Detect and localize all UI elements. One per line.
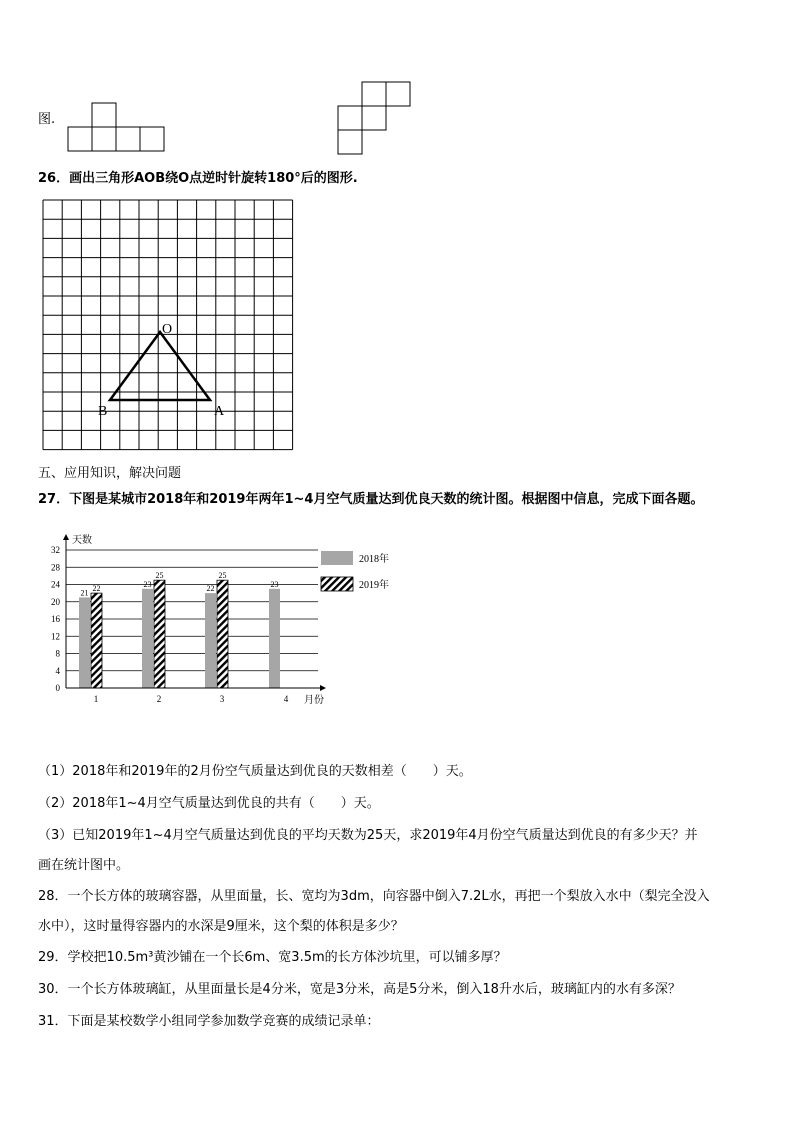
- q26-text: 26．画出三角形AOB绕O点逆时针旋转180°后的图形.: [38, 171, 358, 186]
- net-cell: [92, 127, 116, 151]
- bar-value-label: 25: [155, 571, 164, 581]
- net-cell: [362, 106, 386, 130]
- bar: [269, 589, 280, 688]
- q27-sub1: （1）2018年和2019年的2月份空气质量达到优良的天数相差（ ）天。: [38, 764, 472, 779]
- q28-line1: 28．一个长方体的玻璃容器，从里面量，长、宽均为3dm，向容器中倒入7.2L水，再把一个梨放入水中（梨完全没入: [38, 889, 710, 904]
- net-cell: [116, 127, 140, 151]
- net-cell: [68, 127, 92, 151]
- top-label: 图.: [38, 112, 56, 127]
- x-tick-label: 4: [283, 694, 289, 704]
- bar-value-label: 23: [143, 579, 152, 589]
- bar-value-label: 23: [270, 579, 279, 589]
- bar: [217, 580, 228, 688]
- net-cell: [338, 106, 362, 130]
- y-tick-label: 4: [55, 665, 60, 676]
- bar: [205, 593, 216, 688]
- bar-chart: [40, 528, 410, 714]
- y-tick-label: 0: [55, 683, 60, 693]
- bar-value-label: 21: [80, 588, 89, 598]
- bar: [91, 593, 102, 688]
- q27-sub3-line2: 画在统计图中。: [38, 858, 130, 873]
- net-cell: [140, 127, 164, 151]
- triangle-aob: [110, 332, 210, 400]
- y-axis-label: 天数: [72, 535, 92, 546]
- x-tick-label: 2: [156, 694, 162, 704]
- net-figure-right: [336, 80, 414, 158]
- q30-text: 30．一个长方体玻璃缸，从里面量长是4分米，宽是3分米，高是5分米，倒入18升水后，玻璃缸内的水有多深？: [38, 982, 681, 997]
- bar: [79, 597, 90, 688]
- q27-text: 27．下图是某城市2018年和2019年两年1~4月空气质量达到优良天数的统计图。根据图中信息，完成下面各题。: [38, 492, 704, 507]
- bar-value-label: 22: [206, 584, 215, 594]
- bar: [154, 580, 165, 688]
- q29-text: 29．学校把10.5m³黄沙铺在一个长6m、宽3.5m的长方体沙坑里，可以铺多厚？: [38, 950, 507, 965]
- legend-swatch: [321, 577, 353, 591]
- y-tick-label: 12: [51, 631, 60, 642]
- q28-line2: 水中），这时量得容器内的水深是9厘米，这个梨的体积是多少？: [38, 919, 404, 934]
- net-cell: [362, 82, 386, 106]
- y-tick-label: 32: [51, 545, 60, 555]
- legend-label: 2018年: [359, 554, 389, 565]
- grid-figure: [38, 196, 300, 456]
- bar-value-label: 22: [92, 584, 101, 594]
- net-cell: [386, 82, 410, 106]
- x-axis-arrow: [320, 685, 326, 691]
- x-tick-label: 3: [219, 694, 225, 704]
- net-cell: [338, 130, 362, 154]
- x-tick-label: 1: [93, 694, 99, 704]
- point-o-label: O: [162, 322, 173, 337]
- y-tick-label: 24: [51, 579, 60, 590]
- q31-text: 31．下面是某校数学小组同学参加数学竞赛的成绩记录单：: [38, 1014, 380, 1029]
- point-b-label: B: [98, 404, 108, 419]
- legend-label: 2019年: [359, 580, 389, 591]
- net-cell: [92, 103, 116, 127]
- q27-sub2: （2）2018年1~4月空气质量达到优良的共有（ ）天。: [38, 796, 380, 811]
- net-figure-left: [66, 102, 168, 154]
- section-title: 五、应用知识，解决问题: [38, 466, 182, 481]
- q27-sub3-line1: （3）已知2019年1~4月空气质量达到优良的平均天数为25天，求2019年4月份空气质量达到优良的有多少天？并: [38, 828, 698, 843]
- x-axis-label: 月份: [304, 695, 324, 706]
- bar-value-label: 25: [218, 571, 227, 581]
- bar: [142, 589, 153, 688]
- y-tick-label: 20: [51, 596, 60, 607]
- y-axis-arrow: [63, 534, 69, 540]
- y-tick-label: 28: [51, 562, 60, 573]
- y-tick-label: 16: [51, 614, 60, 624]
- point-a-label: A: [214, 404, 225, 419]
- y-tick-label: 8: [55, 648, 60, 659]
- legend-swatch: [321, 551, 353, 565]
